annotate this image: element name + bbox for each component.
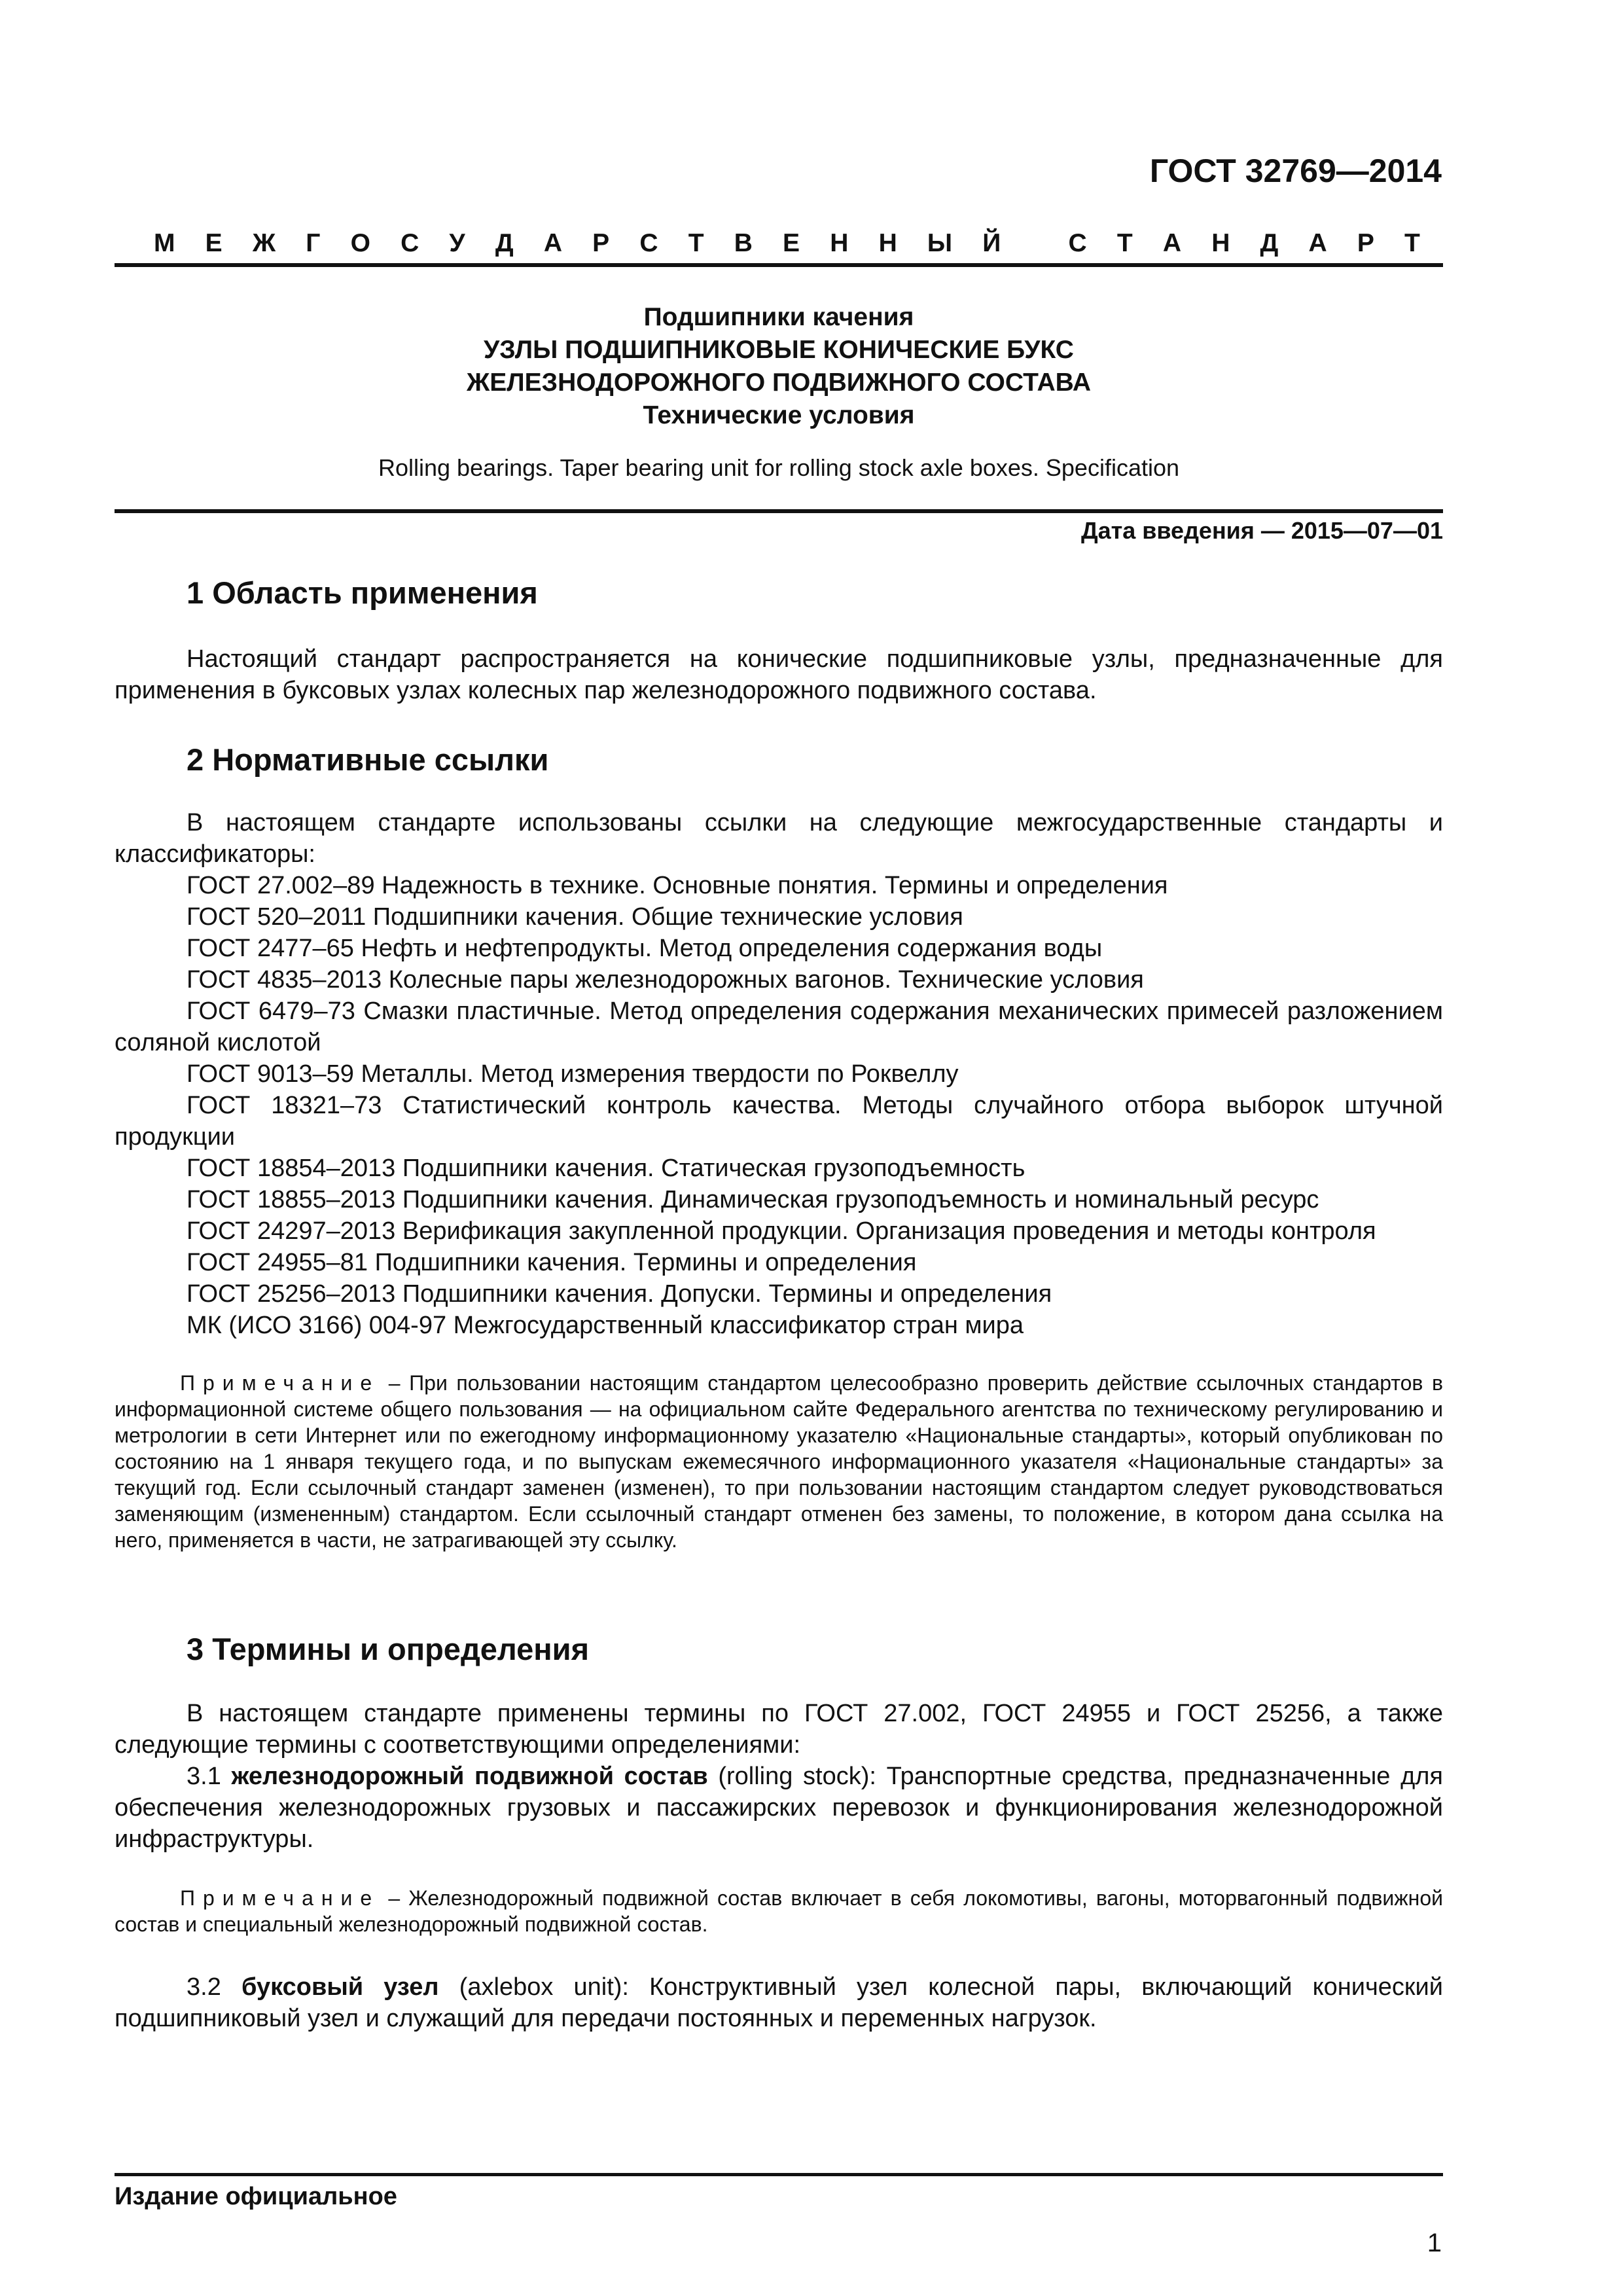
banner-letter: А [543,229,562,257]
banner-letter: Т [688,229,704,257]
document-number: ГОСТ 32769—2014 [1149,152,1442,189]
banner-letter: Д [495,229,514,257]
banner-gap [1031,229,1038,258]
section-3-heading: 3 Термины и определения [187,1632,589,1666]
banner-letter: Р [1357,229,1374,257]
banner-letter: А [1162,229,1182,257]
banner-letter: Е [783,229,800,257]
term-3-2-name: буксовый узел [241,1973,439,2001]
note-text: – При пользовании настоящим стандартом целесообразно проверить действие ссылочных стандартов в информационной системе общего пользования — на официальном сайте Федерального агентства по техническому регулированию и метрологии в сети Интернет или по ежегодному информационному указателю «Национальные стандарты», который опубликован по состоянию на 1 января текущего года, и по выпускам ежемесячного информационного указателя «Национальные стандарты» за текущий год. Если ссылочный стандарт заменен (изменен), то при пользовании настоящим стандартом следует руководствоваться заменяющим (измененным) стандартом. Если ссылочный стандарт отменен без замены, то положение, в котором дана ссылка на него, применяется в части, не затрагивающей эту ссылку. [115,1371,1443,1552]
section-3-body [115,1698,1443,1855]
title-line-3: ЖЕЛЕЗНОДОРОЖНОГО ПОДВИЖНОГО СОСТАВА [467,368,1091,397]
section-2-intro-paragraph: В настоящем стандарте использованы ссылки на следующие межгосударственные стандарты и классификаторы: [115,809,1443,868]
note-label: Примечание [180,1886,380,1910]
banner-letter: Т [1116,229,1133,257]
section-1-paragraph: Настоящий стандарт распространяется на конические подшипниковые узлы, предназначенные для применения в буксовых узлах колесных пар железнодорожного подвижного состава. [115,645,1443,704]
banner-letter: Ы [927,229,953,257]
title-block [115,301,1443,432]
term-3-1: 3.1 железнодорожный подвижной состав (rolling stock): Транспортные средства, предназначенные для обеспечения железнодорожных грузовых и пассажирских перевозок и функционирования железнодорожной инфраструктуры. [115,1763,1444,1853]
section-2-heading: 2 Нормативные ссылки [187,742,549,777]
title-rule [115,509,1443,513]
note-label: Примечание [180,1371,380,1395]
banner-letter: Н [830,229,849,257]
note-text: – Железнодорожный подвижной состав включает в себя локомотивы, вагоны, моторвагонный подвижной состав и специальный железнодорожный подвижной состав. [115,1886,1443,1936]
reference-item: ГОСТ 18855–2013 Подшипники качения. Динамическая грузоподъемность и номинальный ресурс [187,1186,1319,1213]
banner-letter: Д [1260,229,1279,257]
normative-references-list [115,870,1443,1341]
banner-letter: Г [306,229,321,257]
banner-letter: Ж [252,229,276,257]
reference-item: ГОСТ 6479–73 Смазки пластичные. Метод определения содержания механических примесей разложением соляной кислотой [115,997,1443,1056]
banner-letter: О [350,229,370,257]
footer-rule [115,2173,1443,2176]
reference-item: ГОСТ 2477–65 Нефть и нефтепродукты. Метод определения содержания воды [187,935,1103,962]
banner-letter: С [1068,229,1087,257]
reference-item: ГОСТ 27.002–89 Надежность в технике. Основные понятия. Термины и определения [187,872,1168,899]
section-1-heading: 1 Область применения [187,575,538,610]
interstate-standard-banner [154,229,1420,258]
section-1-text [115,643,1443,706]
banner-letter: В [734,229,753,257]
reference-item: ГОСТ 520–2011 Подшипники качения. Общие технические условия [187,903,963,931]
reference-item: ГОСТ 4835–2013 Колесные пары железнодорожных вагонов. Технические условия [187,966,1144,994]
reference-item: ГОСТ 18854–2013 Подшипники качения. Статическая грузоподъемность [187,1155,1026,1182]
banner-letter: Н [878,229,897,257]
banner-letter: М [154,229,175,257]
reference-item: МК (ИСО 3166) 004-97 Межгосударственный классификатор стран мира [187,1312,1024,1339]
banner-letter: С [401,229,419,257]
term-3-1-name: железнодорожный подвижной состав [231,1763,708,1790]
banner-letter: А [1308,229,1327,257]
banner-letter: У [449,229,465,257]
reference-item: ГОСТ 24297–2013 Верификация закупленной продукции. Организация проведения и методы контроля [187,1217,1376,1245]
header-rule [115,263,1443,267]
section-3-note [115,1885,1443,1937]
reference-item: ГОСТ 24955–81 Подшипники качения. Термины и определения [187,1249,917,1276]
banner-letter: Р [592,229,610,257]
banner-letter: Н [1211,229,1230,257]
title-line-4: Технические условия [643,401,915,429]
section-2-note [115,1370,1443,1553]
banner-letter: Й [982,229,1001,257]
english-title: Rolling bearings. Taper bearing unit for rolling stock axle boxes. Specification [378,454,1180,481]
term-3-2-block [115,1971,1443,2034]
reference-item: ГОСТ 18321–73 Статистический контроль качества. Методы случайного отбора выборок штучной продукции [115,1092,1443,1151]
title-line-2: УЗЛЫ ПОДШИПНИКОВЫЕ КОНИЧЕСКИЕ БУКС [484,336,1074,364]
reference-item: ГОСТ 25256–2013 Подшипники качения. Допуски. Термины и определения [187,1280,1052,1308]
reference-item: ГОСТ 9013–59 Металлы. Метод измерения твердости по Роквеллу [187,1060,959,1088]
section-2-intro [115,807,1443,870]
section-3-intro: В настоящем стандарте применены термины по ГОСТ 27.002, ГОСТ 24955 и ГОСТ 25256, а также следующие термины с соответствующими определениями: [115,1700,1443,1759]
banner-letter: С [639,229,658,257]
title-line-1: Подшипники качения [643,303,914,331]
term-3-2: 3.2 буксовый узел (axlebox unit): Конструктивный узел колесной пары, включающий конический подшипниковый узел и служащий для передачи постоянных и переменных нагрузок. [115,1973,1444,2032]
introduction-date: Дата введения — 2015—07—01 [1080,517,1443,544]
banner-letter: Т [1404,229,1420,257]
banner-letter: Е [205,229,223,257]
page-number: 1 [1427,2229,1442,2257]
official-edition-label: Издание официальное [115,2183,397,2210]
